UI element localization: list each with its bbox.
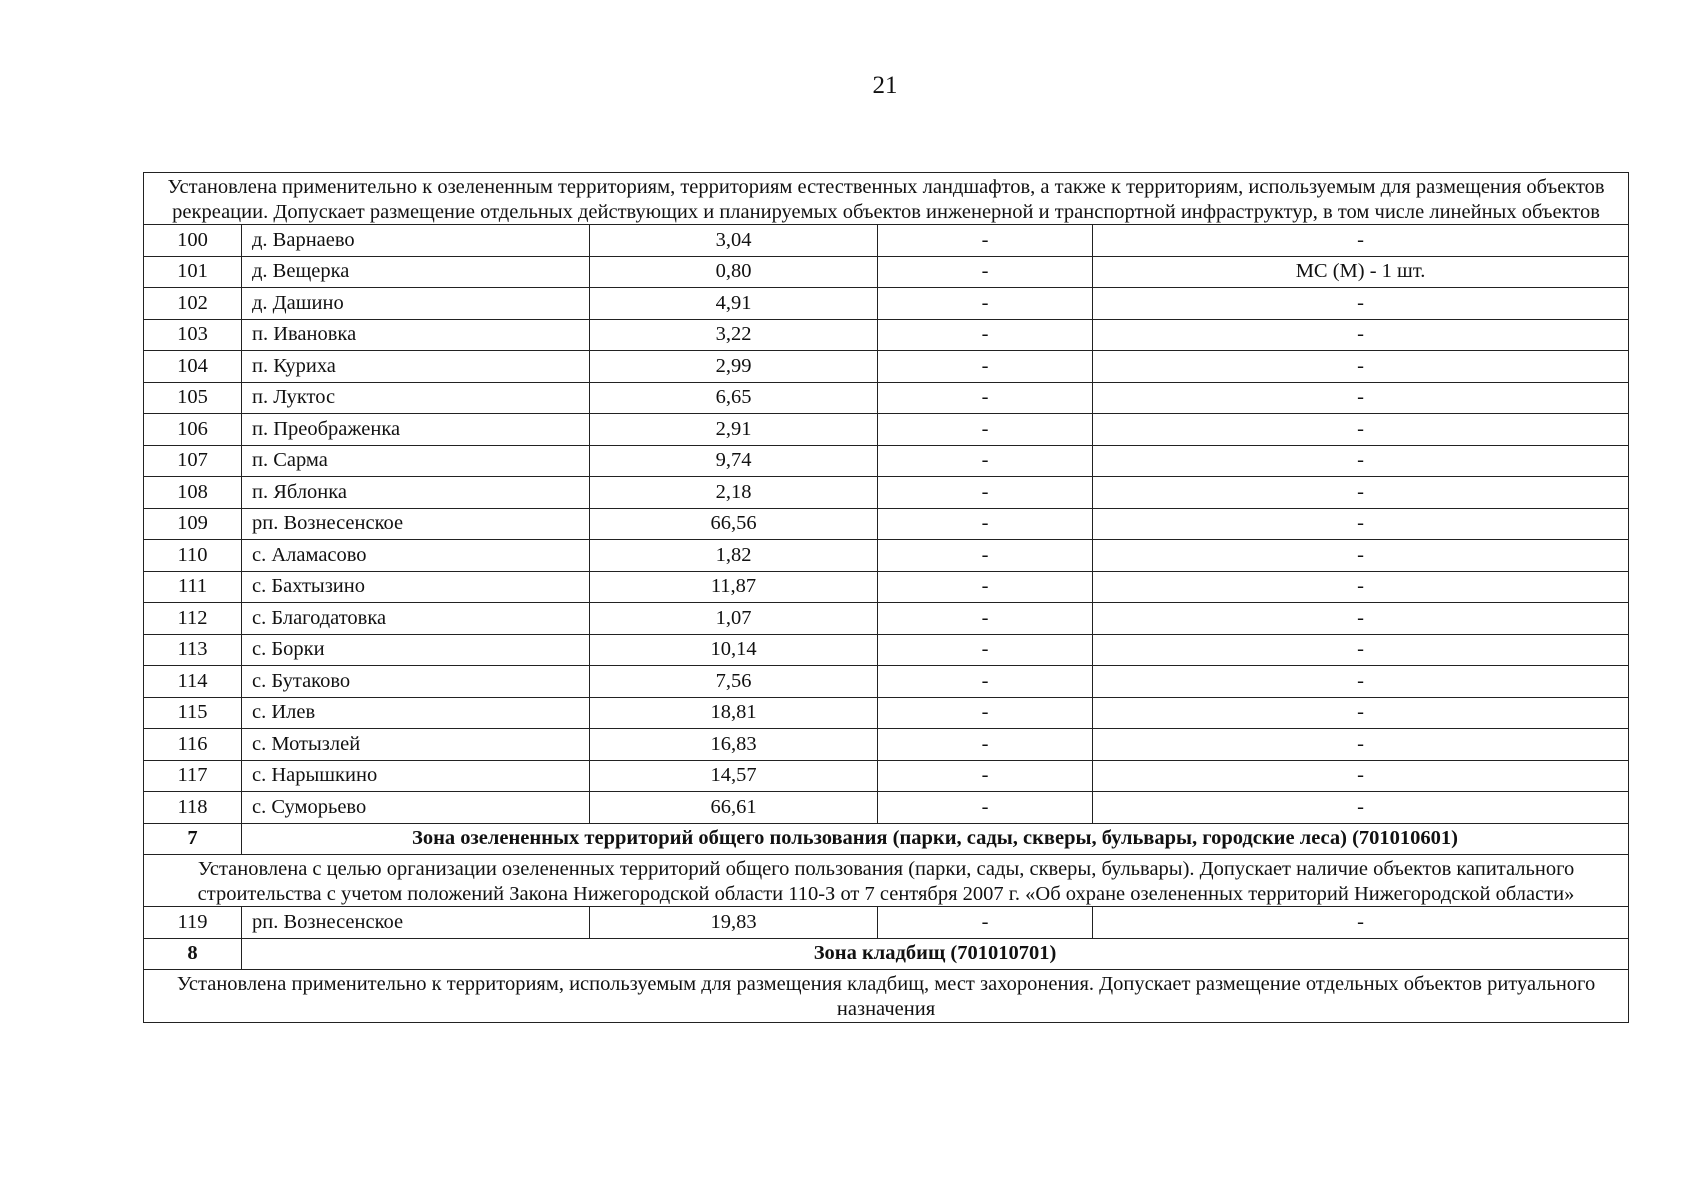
column-4-value: - bbox=[878, 634, 1093, 666]
settlement-name: д. Варнаево bbox=[242, 225, 590, 257]
settlement-name: п. Луктос bbox=[242, 382, 590, 414]
zone-number: 8 bbox=[144, 938, 242, 970]
row-number: 105 bbox=[144, 382, 242, 414]
column-4-value: - bbox=[878, 256, 1093, 288]
row-number: 118 bbox=[144, 792, 242, 824]
column-4-value: - bbox=[878, 603, 1093, 635]
column-5-value: - bbox=[1093, 288, 1629, 320]
settlement-name: с. Аламасово bbox=[242, 540, 590, 572]
area-value: 16,83 bbox=[590, 729, 878, 761]
column-4-value: - bbox=[878, 571, 1093, 603]
settlement-name: п. Яблонка bbox=[242, 477, 590, 509]
column-4-value: - bbox=[878, 477, 1093, 509]
row-number: 110 bbox=[144, 540, 242, 572]
zone-description-row bbox=[144, 970, 1629, 1022]
column-5-value: - bbox=[1093, 508, 1629, 540]
table-row bbox=[144, 571, 1629, 603]
settlement-name: д. Дашино bbox=[242, 288, 590, 320]
row-number: 103 bbox=[144, 319, 242, 351]
table-row bbox=[144, 477, 1629, 509]
column-4-value: - bbox=[878, 319, 1093, 351]
column-5-value: - bbox=[1093, 907, 1629, 939]
area-value: 11,87 bbox=[590, 571, 878, 603]
row-number: 106 bbox=[144, 414, 242, 446]
zone-number: 7 bbox=[144, 823, 242, 855]
area-value: 3,04 bbox=[590, 225, 878, 257]
row-number: 111 bbox=[144, 571, 242, 603]
column-5-value: - bbox=[1093, 729, 1629, 761]
column-5-value: - bbox=[1093, 225, 1629, 257]
column-5-value: - bbox=[1093, 477, 1629, 509]
area-value: 1,82 bbox=[590, 540, 878, 572]
table-row bbox=[144, 634, 1629, 666]
row-number: 112 bbox=[144, 603, 242, 635]
column-4-value: - bbox=[878, 445, 1093, 477]
row-number: 104 bbox=[144, 351, 242, 383]
intro-description-row bbox=[144, 173, 1629, 225]
column-5-value: - bbox=[1093, 382, 1629, 414]
column-4-value: - bbox=[878, 508, 1093, 540]
zone-header-row bbox=[144, 938, 1629, 970]
column-4-value: - bbox=[878, 760, 1093, 792]
table-row bbox=[144, 729, 1629, 761]
table-row bbox=[144, 540, 1629, 572]
zone-description: Установлена применительно к озелененным территориям, территориям естественных ландшафтов, а также к территориям, используемым для размещения объектов рекреации. Допускает размещение отдельных действующих и планируемых объектов инженерной и транспортной инфраструктур, в том числе линейных объектов bbox=[144, 173, 1629, 225]
column-5-value: - bbox=[1093, 634, 1629, 666]
area-value: 66,61 bbox=[590, 792, 878, 824]
area-value: 14,57 bbox=[590, 760, 878, 792]
table-row bbox=[144, 760, 1629, 792]
area-value: 10,14 bbox=[590, 634, 878, 666]
area-value: 1,07 bbox=[590, 603, 878, 635]
area-value: 9,74 bbox=[590, 445, 878, 477]
table-row bbox=[144, 666, 1629, 698]
settlement-name: п. Ивановка bbox=[242, 319, 590, 351]
row-number: 108 bbox=[144, 477, 242, 509]
table-row bbox=[144, 414, 1629, 446]
area-value: 66,56 bbox=[590, 508, 878, 540]
area-value: 18,81 bbox=[590, 697, 878, 729]
page-number: 21 bbox=[872, 72, 898, 99]
column-4-value: - bbox=[878, 666, 1093, 698]
area-value: 4,91 bbox=[590, 288, 878, 320]
row-number: 102 bbox=[144, 288, 242, 320]
area-value: 2,91 bbox=[590, 414, 878, 446]
column-4-value: - bbox=[878, 697, 1093, 729]
row-number: 119 bbox=[144, 907, 242, 939]
row-number: 101 bbox=[144, 256, 242, 288]
table-row bbox=[144, 907, 1629, 939]
area-value: 2,18 bbox=[590, 477, 878, 509]
area-value: 6,65 bbox=[590, 382, 878, 414]
row-number: 116 bbox=[144, 729, 242, 761]
settlement-name: рп. Вознесенское bbox=[242, 508, 590, 540]
table-row bbox=[144, 351, 1629, 383]
table-row bbox=[144, 256, 1629, 288]
column-5-value: - bbox=[1093, 666, 1629, 698]
column-5-value: - bbox=[1093, 540, 1629, 572]
area-value: 0,80 bbox=[590, 256, 878, 288]
row-number: 100 bbox=[144, 225, 242, 257]
column-4-value: - bbox=[878, 540, 1093, 572]
area-value: 3,22 bbox=[590, 319, 878, 351]
settlement-name: рп. Вознесенское bbox=[242, 907, 590, 939]
area-value: 2,99 bbox=[590, 351, 878, 383]
settlement-name: с. Благодатовка bbox=[242, 603, 590, 635]
column-4-value: - bbox=[878, 907, 1093, 939]
row-number: 113 bbox=[144, 634, 242, 666]
column-4-value: - bbox=[878, 382, 1093, 414]
table-row bbox=[144, 603, 1629, 635]
settlement-name: с. Нарышкино bbox=[242, 760, 590, 792]
column-4-value: - bbox=[878, 351, 1093, 383]
table-row bbox=[144, 445, 1629, 477]
area-value: 7,56 bbox=[590, 666, 878, 698]
settlement-name: п. Сарма bbox=[242, 445, 590, 477]
column-4-value: - bbox=[878, 729, 1093, 761]
table-row bbox=[144, 508, 1629, 540]
column-5-value: - bbox=[1093, 697, 1629, 729]
column-4-value: - bbox=[878, 792, 1093, 824]
column-4-value: - bbox=[878, 225, 1093, 257]
settlement-name: п. Куриха bbox=[242, 351, 590, 383]
settlement-name: д. Вещерка bbox=[242, 256, 590, 288]
column-4-value: - bbox=[878, 414, 1093, 446]
table-row bbox=[144, 792, 1629, 824]
zone-description-row bbox=[144, 855, 1629, 907]
zone-title: Зона озелененных территорий общего пользования (парки, сады, скверы, бульвары, городские леса) (701010601) bbox=[242, 823, 1629, 855]
table-row bbox=[144, 697, 1629, 729]
column-5-value: - bbox=[1093, 319, 1629, 351]
settlement-name: с. Бахтызино bbox=[242, 571, 590, 603]
column-5-value: - bbox=[1093, 351, 1629, 383]
table-row bbox=[144, 225, 1629, 257]
column-5-value: - bbox=[1093, 760, 1629, 792]
settlement-name: с. Мотызлей bbox=[242, 729, 590, 761]
table-row bbox=[144, 288, 1629, 320]
column-5-value: МС (М) - 1 шт. bbox=[1093, 256, 1629, 288]
column-5-value: - bbox=[1093, 603, 1629, 635]
column-5-value: - bbox=[1093, 792, 1629, 824]
column-4-value: - bbox=[878, 288, 1093, 320]
table-row bbox=[144, 382, 1629, 414]
area-value: 19,83 bbox=[590, 907, 878, 939]
zone-title: Зона кладбищ (701010701) bbox=[242, 938, 1629, 970]
row-number: 109 bbox=[144, 508, 242, 540]
zone-header-row bbox=[144, 823, 1629, 855]
settlement-name: п. Преображенка bbox=[242, 414, 590, 446]
table-row bbox=[144, 319, 1629, 351]
settlement-name: с. Бутаково bbox=[242, 666, 590, 698]
column-5-value: - bbox=[1093, 445, 1629, 477]
settlement-name: с. Суморьево bbox=[242, 792, 590, 824]
settlement-name: с. Борки bbox=[242, 634, 590, 666]
zone-description: Установлена применительно к территориям, используемым для размещения кладбищ, мест захоронения. Допускает размещение отдельных объектов ритуального назначения bbox=[144, 970, 1629, 1022]
zones-table bbox=[143, 172, 1629, 1023]
zone-description: Установлена с целью организации озелененных территорий общего пользования (парки, сады, скверы, бульвары). Допускает наличие объектов капитального строительства с учетом положений Закона Нижегородской области 110-З от 7 сентября 2007 г. «Об охране озелененных территорий Нижегородской области» bbox=[144, 855, 1629, 907]
column-5-value: - bbox=[1093, 571, 1629, 603]
row-number: 117 bbox=[144, 760, 242, 792]
column-5-value: - bbox=[1093, 414, 1629, 446]
row-number: 115 bbox=[144, 697, 242, 729]
settlement-name: с. Илев bbox=[242, 697, 590, 729]
row-number: 114 bbox=[144, 666, 242, 698]
row-number: 107 bbox=[144, 445, 242, 477]
